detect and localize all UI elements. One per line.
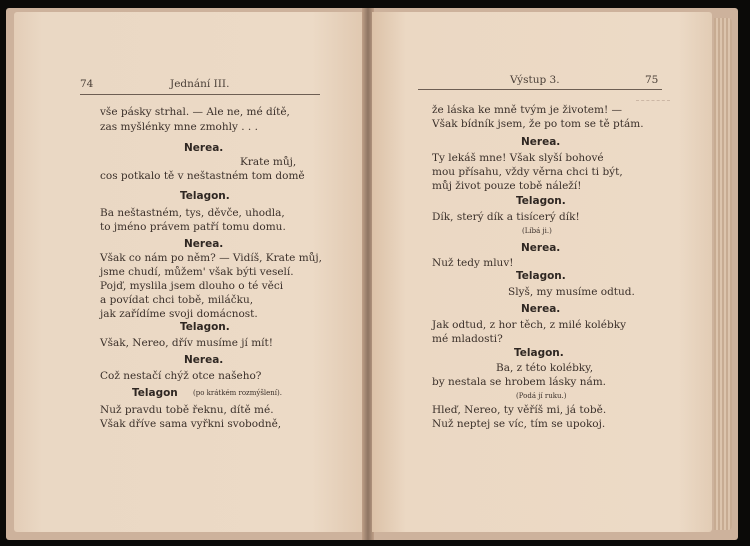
- left-running-head: Jednání III.: [170, 78, 230, 90]
- speaker-name: Nerea.: [521, 242, 561, 254]
- text-line: Však bídník jsem, že po tom se tě ptám.: [432, 118, 644, 130]
- text-line: Pojď, myslila jsem dlouho o té věci: [100, 280, 284, 292]
- text-line: Nuž tedy mluv!: [432, 257, 514, 269]
- page-edges: [714, 18, 732, 530]
- text-line: mou přísahu, vždy věrna chci ti být,: [432, 166, 623, 178]
- text-line: Ba, z této kolébky,: [496, 362, 594, 374]
- speaker-name: Telagon.: [180, 321, 230, 333]
- text-line: Hleď, Nereo, ty věříš mi, já tobě.: [432, 404, 607, 416]
- speaker-name: Nerea.: [184, 354, 224, 366]
- text-line: Jak odtud, z hor těch, z milé kolébky: [432, 319, 627, 331]
- text-line: Ba neštastném, tys, děvče, uhodla,: [100, 207, 285, 219]
- speaker-name: Nerea.: [521, 303, 561, 315]
- text-line: Dík, sterý dík a tisícerý dík!: [432, 211, 580, 223]
- stage-direction: (Podá jí ruku.): [516, 392, 567, 400]
- text-line: a povídat chci tobě, miláčku,: [100, 294, 254, 306]
- text-line: to jméno právem patří tomu domu.: [100, 221, 286, 233]
- text-line: můj život pouze tobě náleží!: [432, 180, 582, 192]
- right-page-number: 75: [645, 74, 659, 86]
- right-header-rule: [418, 89, 662, 90]
- text-line: Ty lekáš mne! Však slyší bohové: [432, 152, 604, 164]
- text-line: jsme chudí, můžem' však býti veselí.: [100, 266, 294, 278]
- text-line: Však co nám po něm? — Vidíš, Krate můj,: [100, 252, 323, 264]
- text-line: Což nestačí chýž otce našeho?: [100, 370, 262, 382]
- text-line: Nuž neptej se víc, tím se upokoj.: [432, 418, 606, 430]
- faint-stamp-mark: [636, 100, 670, 107]
- text-line: Však, Nereo, dřív musíme jí mít!: [100, 337, 273, 349]
- speaker-name: Nerea.: [184, 238, 224, 250]
- left-page-number: 74: [80, 78, 94, 90]
- stage-direction: (Líbá ji.): [522, 227, 552, 235]
- text-line: Slyš, my musíme odtud.: [508, 286, 635, 298]
- text-line: Krate můj,: [240, 156, 297, 168]
- speaker-name: Telagon.: [514, 347, 564, 359]
- text-line: mé mladosti?: [432, 333, 503, 345]
- speaker-name: Nerea.: [521, 136, 561, 148]
- text-line: Nuž pravdu tobě řeknu, dítě mé.: [100, 404, 274, 416]
- speaker-name: Telagon: [132, 387, 178, 399]
- text-line: zas myšlénky mne zmohly . . .: [100, 121, 258, 133]
- speaker-name: Telagon.: [516, 195, 566, 207]
- speaker-name: Nerea.: [184, 142, 224, 154]
- stage-direction: (po krátkém rozmýšlení).: [193, 389, 282, 397]
- text-line: že láska ke mně tvým je životem! —: [432, 104, 623, 116]
- right-running-head: Výstup 3.: [510, 74, 560, 86]
- speaker-name: Telagon.: [180, 190, 230, 202]
- text-line: by nestala se hrobem lásky nám.: [432, 376, 607, 388]
- text-line: Však dříve sama vyřkni svobodně,: [100, 418, 282, 430]
- speaker-name: Telagon.: [516, 270, 566, 282]
- text-line: vše pásky strhal. — Ale ne, mé dítě,: [100, 106, 290, 118]
- text-line: jak zařídíme svoji domácnost.: [100, 308, 258, 320]
- text-line: cos potkalo tě v neštastném tom domě: [100, 170, 305, 182]
- left-header-rule: [80, 94, 320, 95]
